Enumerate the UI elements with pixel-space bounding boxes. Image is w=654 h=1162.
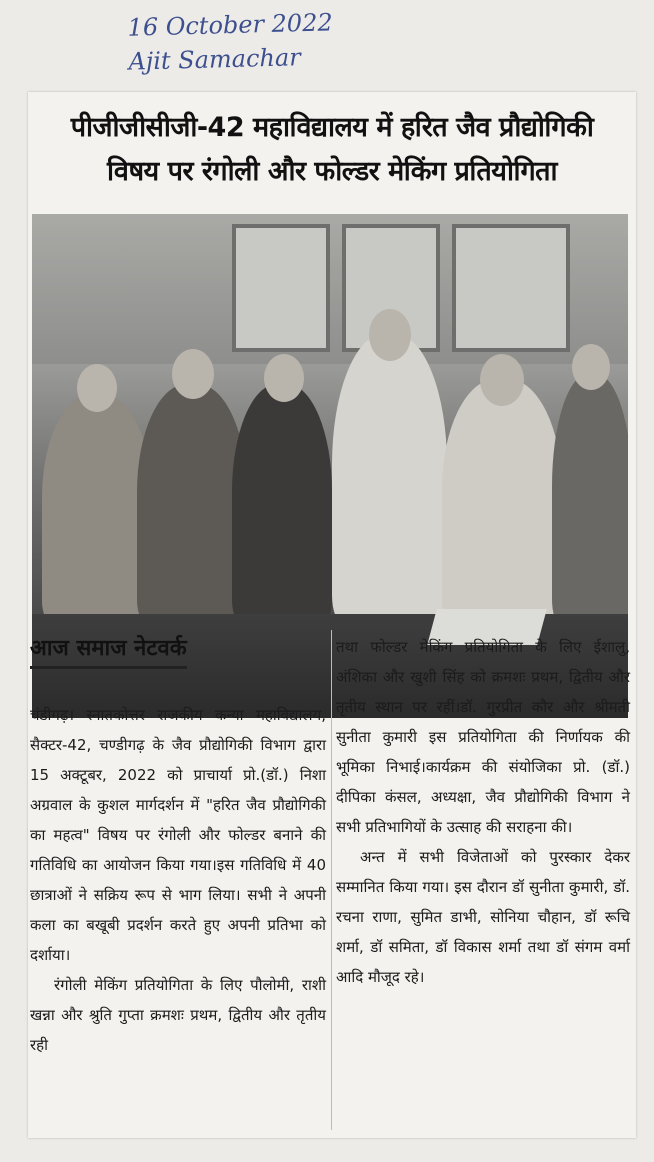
- newspaper-clipping: [28, 92, 636, 1138]
- photo-head: [172, 349, 214, 399]
- paragraph: रंगोली मेकिंग प्रतियोगिता के लिए पौलोमी, राशी खन्ना और श्रुति गुप्ता क्रमशः प्रथम, द्वितीय और तृतीय रही: [30, 976, 326, 1054]
- headline-line-1: पीजीजीसीजी-42 महाविद्यालय में हरित जैव प्रौद्योगिकी: [70, 112, 594, 143]
- photo-person: [137, 384, 247, 624]
- column-divider: [331, 630, 332, 1130]
- photo-person: [332, 334, 447, 624]
- article-column-2: [336, 632, 630, 992]
- article-column-1: [30, 700, 326, 1060]
- photo-head: [572, 344, 610, 390]
- photo-person: [42, 394, 152, 624]
- headline-line-2: विषय पर रंगोली और फोल्डर मेकिंग प्रतियोगिता: [106, 156, 558, 187]
- photo-person: [552, 374, 628, 624]
- paragraph: तथा फोल्डर मेकिंग प्रतियोगिता के लिए ईशालु, अंशिका और खुशी सिंह को क्रमशः प्रथम, द्वितीय और तृतीय स्थान पर रहीं।डॉ. गुरप्रीत कौर और श्रीमती सुनीता कुमारी इस प्रतियोगिता की निर्णायक की भूमिका निभाई।कार्यक्रम की संयोजिका प्रो. (डॉ.) दीपिका कंसल, अध्यक्षा, जैव प्रौद्योगिकी विभाग ने सभी प्रतिभागियों के उत्साह की सराहना की।: [336, 638, 630, 836]
- photo-window: [232, 224, 330, 352]
- photo-head: [77, 364, 117, 412]
- handwritten-source: Ajit Samachar: [128, 43, 302, 76]
- photo-person: [442, 379, 562, 624]
- byline: आज समाज नेटवर्क: [30, 632, 187, 669]
- photo-window: [452, 224, 570, 352]
- handwritten-note: [127, 5, 334, 78]
- photo-head: [480, 354, 524, 406]
- photo-head: [264, 354, 304, 402]
- photo-head: [369, 309, 411, 361]
- article-headline: [28, 106, 636, 194]
- handwritten-date: 16 October 2022: [127, 8, 334, 42]
- paragraph: चंडीगढ़। स्नातकोत्तर राजकीय कन्या महाविद्यालय, सैक्टर-42, चण्डीगढ़ के जैव प्रौद्योगिकी विभाग द्वारा 15 अक्टूबर, 2022 को प्राचार्या प्रो.(डॉ.) निशा अग्रवाल के कुशल मार्गदर्शन में "हरित जैव प्रौद्योगिकी का महत्व" विषय पर रंगोली और फोल्डर बनाने की गतिविधि का आयोजन किया गया।इस गतिविधि में 40 छात्राओं ने सक्रिय रूप से भाग लिया। सभी ने अपनी कला का बखूबी प्रदर्शन करते हुए अपनी प्रतिभा को दर्शाया।: [30, 706, 326, 964]
- photo-person: [232, 384, 332, 624]
- paragraph: अन्त में सभी विजेताओं को पुरस्कार देकर सम्मानित किया गया। इस दौरान डॉ सुनीता कुमारी, डॉ. रचना राणा, सुमित डाभी, सोनिया चौहान, डॉ रूचि शर्मा, डॉ समिता, डॉ विकास शर्मा तथा डॉ संगम वर्मा आदि मौजूद रहे।: [336, 848, 630, 986]
